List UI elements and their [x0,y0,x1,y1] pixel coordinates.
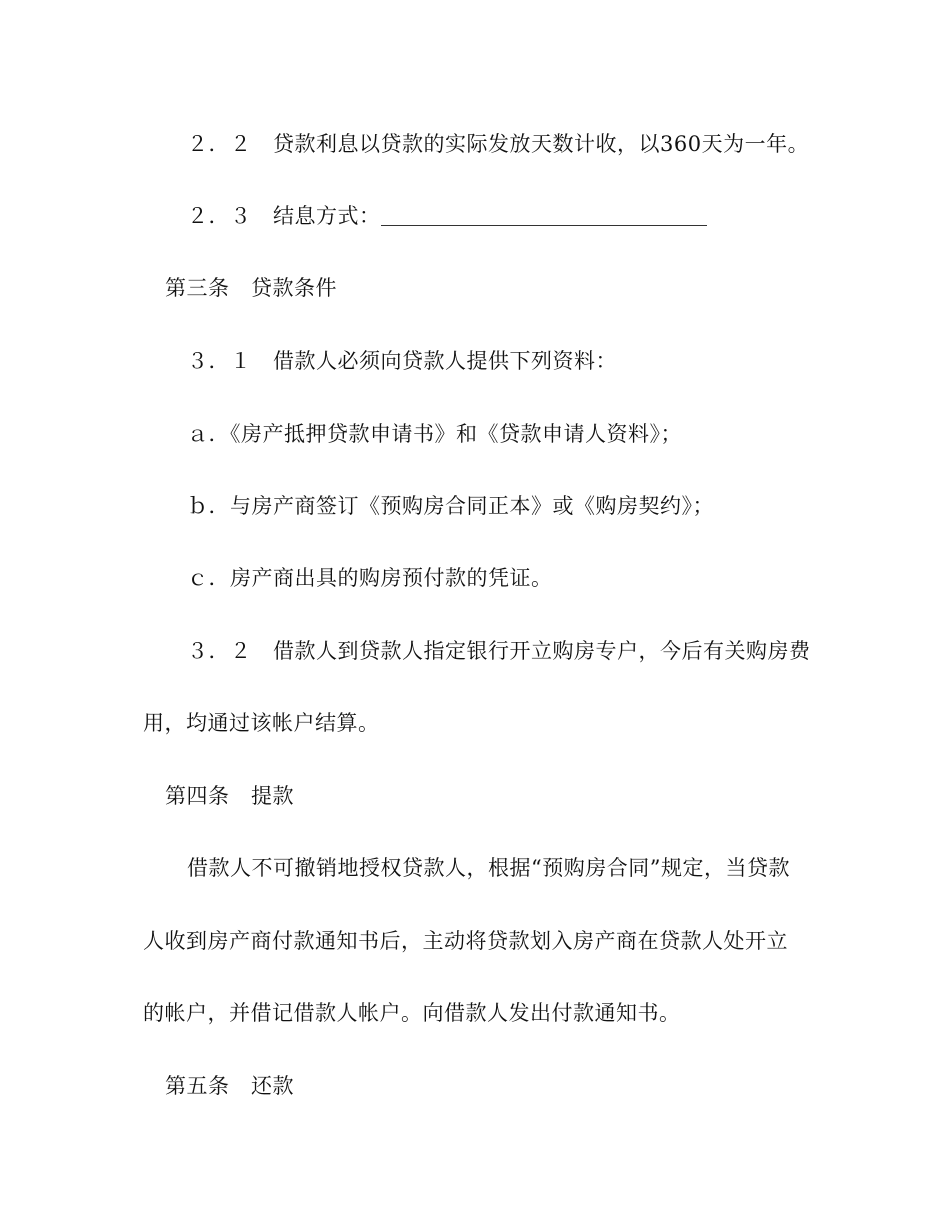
clause-3-1-text: ３．１ 借款人必须向贷款人提供下列资料： [187,349,617,373]
clause-3-2-line-2: 用，均通过该帐户结算。 [143,711,380,735]
list-item-c: ｃ．房产商出具的购房预付款的凭证。 [187,566,553,590]
clause-2-2-text: ２．２ 贷款利息以贷款的实际发放天数计收，以360天为一年。 [187,132,810,156]
article-4-line-3: 的帐户，并借记借款人帐户。向借款人发出付款通知书。 [143,1001,681,1025]
clause-2-3-text: ２．３ 结息方式： [187,204,381,228]
article-5-heading: 第五条 还款 [165,1074,294,1098]
article-4-line-2: 人收到房产商付款通知书后，主动将贷款划入房产商在贷款人处开立 [143,929,788,953]
article-4-heading: 第四条 提款 [165,784,294,808]
clause-2-3-row [187,201,707,231]
list-item-a: ａ．《房产抵押贷款申请书》和《贷款申请人资料》； [187,422,682,446]
list-item-b: ｂ．与房产商签订《预购房合同正本》或《购房契约》； [187,494,714,518]
article-3-heading: 第三条 贷款条件 [165,276,337,300]
clause-3-2-line-1: ３．２ 借款人到贷款人指定银行开立购房专户，今后有关购房费 [187,639,811,663]
fill-in-blank-line [381,205,707,226]
article-4-line-1: 借款人不可撤销地授权贷款人，根据“预购房合同”规定，当贷款 [187,856,790,880]
